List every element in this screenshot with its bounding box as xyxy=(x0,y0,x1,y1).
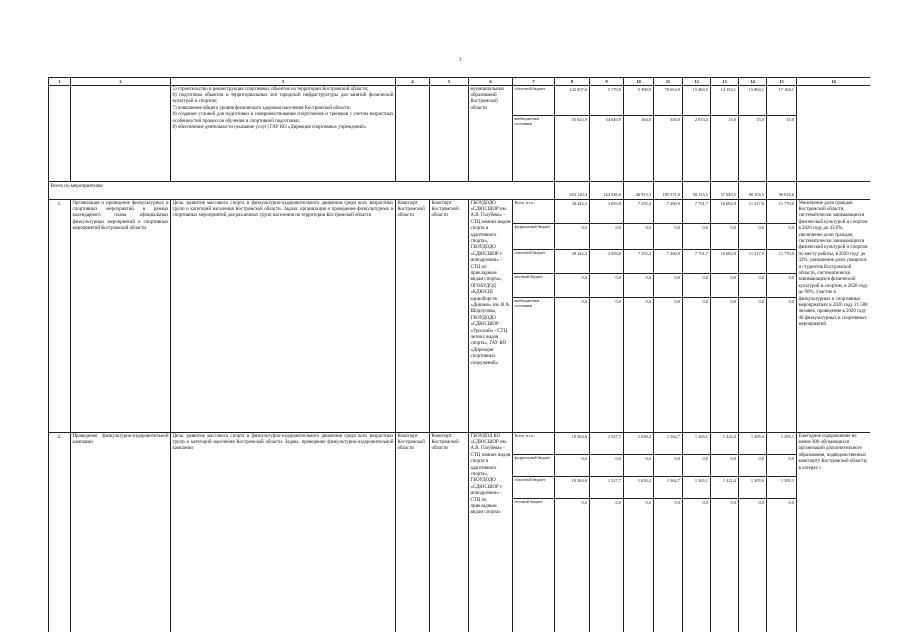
total-v1: 653 120,4 xyxy=(555,182,590,200)
total-label-cell xyxy=(49,182,555,200)
col-header-4: 4 xyxy=(396,78,430,86)
cont-c4 xyxy=(396,86,430,182)
row1-responsible: Комспорт Костромской области xyxy=(430,200,469,433)
row2-r4-v4: 0,0 xyxy=(654,499,683,632)
row1-r5-v6: 0,0 xyxy=(711,298,739,433)
cont-r1-v7: 15 804,1 xyxy=(739,86,767,116)
cont-r1-v3: 5 390,0 xyxy=(624,86,654,116)
row1-r1-v8: 11 770,0 xyxy=(767,200,797,224)
total-v2: 164 946,6 xyxy=(590,182,624,200)
cont-r2-v8: 15,0 xyxy=(767,116,797,182)
col-header-6: 6 xyxy=(469,78,513,86)
row1-r3-v7: 11 217,0 xyxy=(739,250,767,274)
row2-responsible: Комспорт Костромской области xyxy=(430,433,469,632)
row1-name: Организация и проведение физкультурных и спортивных мероприятий в рамках календарного плана официальных физкультурных мероприятий и спортивных мероприятий Костромской области xyxy=(71,200,171,433)
row1-r1-v5: 7 751,7 xyxy=(683,200,711,224)
row1-r4-v1: 0,0 xyxy=(555,274,590,298)
col-header-10: 10 xyxy=(624,78,654,86)
row1-r4-v3: 0,0 xyxy=(624,274,654,298)
row2-r3-v3: 1 650,2 xyxy=(624,477,654,499)
cont-task-5: 5) строительство и реконструкция спортивных объектов на территории Костромской области; xyxy=(172,86,369,92)
row2-r2-v6: 0,0 xyxy=(711,455,739,477)
row2-r2-v1: 0,0 xyxy=(555,455,590,477)
row2-r3-v2: 1 527,7 xyxy=(590,477,624,499)
total-v8: 96 016,6 xyxy=(767,182,797,200)
row1-r1-v2: 3 693,8 xyxy=(590,200,624,224)
row2-number: 2. xyxy=(49,433,71,632)
row2-r1-v3: 1 650,2 xyxy=(624,433,654,455)
row2-name: Проведение физкультурно-оздоровительной кампании xyxy=(71,433,171,632)
row1-r1-v4: 7 260,9 xyxy=(654,200,683,224)
cont-num-cell xyxy=(49,86,71,182)
row1-r3-v4: 7 260,9 xyxy=(654,250,683,274)
row1-r2-v2: 0,0 xyxy=(590,224,624,250)
cont-r1-v5: 15 484,5 xyxy=(683,86,711,116)
cont-r2-v5: 2 813,0 xyxy=(683,116,711,182)
cont-tasks-cell xyxy=(171,86,396,182)
row1-r1-v1: 39 242,3 xyxy=(555,200,590,224)
row2-result: Ежегодное оздоровление не менее 300 обучающихся организаций дополнительного образования, подведомственных комспорту Костромской области, в лагерях с xyxy=(797,433,870,632)
cont-name-cell xyxy=(71,86,171,182)
total-v3: 46 913,3 xyxy=(624,182,654,200)
row2-r4-v7: 0,0 xyxy=(739,499,767,632)
row1-result: Увеличение доли граждан Костромской области, систематически занимающихся физической культурой и спортом в 2020 году до 43,6%, увеличение доли граждан, систематически занимающихся физической культурой и спортом по месту работы, в 2020 году до 32%, увеличение доли учащихся и студентов Костромской области, систематически занимающихся физической культурой и спортом, в 2020 году до 90%, участие в физкультурных и спортивных мероприятиях в 2020 году 21 500 человек, проведение в 2020 году 40 физкультурных и спортивных мероприятий xyxy=(797,200,870,433)
row1-r1-v6: 10 602,9 xyxy=(711,200,739,224)
row1-r4-v6: 0,0 xyxy=(711,274,739,298)
row1-r5-v8: 0,0 xyxy=(767,298,797,433)
page-number: 3 xyxy=(459,58,462,63)
row1-r2-v6: 0,0 xyxy=(711,224,739,250)
cont-r1-v8: 17 104,1 xyxy=(767,86,797,116)
row1-coordinator: Комспорт Костромской области xyxy=(396,200,430,433)
row1-r4-v5: 0,0 xyxy=(683,274,711,298)
row2-r4-v1: 0,0 xyxy=(555,499,590,632)
row1-r3-v5: 7 751,7 xyxy=(683,250,711,274)
row2-src-total: Всего, в т.ч.: xyxy=(513,433,555,455)
row2-executors: ГБОУДОД КО «СДЮСШОР им. А.В. Голубева» - СТЦ зимних видов спорта и адаптивного спорта», ГБОУДОДО «СДЮСШОР с ипподромом» - СТЦ по прикладным видам спорта» xyxy=(469,433,513,632)
row1-r1-v3: 7 355,4 xyxy=(624,200,654,224)
cont-r1-v4: 79 654,9 xyxy=(654,86,683,116)
row1-number: 1. xyxy=(49,200,71,433)
row2-r4-v5: 0,0 xyxy=(683,499,711,632)
row1-r4-v2: 0,0 xyxy=(590,274,624,298)
total-label: Всего по мероприятиям: xyxy=(50,182,104,189)
cont-r2-v6: 15,0 xyxy=(711,116,739,182)
col-header-14: 14 xyxy=(739,78,767,86)
cont-task-8b: 8) обеспечение деятельности (оказание услуг) ГАУ КО «Дирекция спортивных учреждений» xyxy=(172,124,367,130)
row1-r4-v8: 0,0 xyxy=(767,274,797,298)
row2-src-municipal: местный бюджет xyxy=(513,499,555,632)
row1-r2-v5: 0,0 xyxy=(683,224,711,250)
row2-r1-v1: 10 304,6 xyxy=(555,433,590,455)
program-table xyxy=(48,77,870,632)
row1-r4-v4: 0,0 xyxy=(654,274,683,298)
row2-r2-v2: 0,0 xyxy=(590,455,624,477)
row2-r3-v4: 1 562,7 xyxy=(654,477,683,499)
row2-r3-v1: 10 304,6 xyxy=(555,477,590,499)
cont-r2-v2: 54 640,9 xyxy=(590,116,624,182)
row2-r2-v3: 0,0 xyxy=(624,455,654,477)
cont-r2-v3: 164,0 xyxy=(624,116,654,182)
row1-r3-v3: 7 355,4 xyxy=(624,250,654,274)
row2-src-regional: областной бюджет xyxy=(513,477,555,499)
cont-c5 xyxy=(430,86,469,182)
row2-r3-v6: 1 422,4 xyxy=(711,477,739,499)
row2-src-federal: федеральный бюджет xyxy=(513,455,555,477)
row1-r5-v1: 0,0 xyxy=(555,298,590,433)
row1-r5-v5: 0,0 xyxy=(683,298,711,433)
cont-r1-v2: 5 770,9 xyxy=(590,86,624,116)
row2-r2-v8: 0,0 xyxy=(767,455,797,477)
col-header-11: 11 xyxy=(654,78,683,86)
cont-r2-v7: 15,0 xyxy=(739,116,767,182)
row2-r1-v6: 1 422,4 xyxy=(711,433,739,455)
cont-r1-v6: 14 154,1 xyxy=(711,86,739,116)
row1-r4-v7: 0,0 xyxy=(739,274,767,298)
col-header-7: 7 xyxy=(513,78,555,86)
col-header-8: 8 xyxy=(555,78,590,86)
row2-r4-v6: 0,0 xyxy=(711,499,739,632)
row2-r4-v3: 0,0 xyxy=(624,499,654,632)
row1-src-total: Всего, в т.ч.: xyxy=(513,200,555,224)
col-header-13: 13 xyxy=(711,78,739,86)
row1-r1-v7: 11 217,0 xyxy=(739,200,767,224)
row1-src-extrabudget: внебюджетные источники xyxy=(513,298,555,433)
row1-r5-v4: 0,0 xyxy=(654,298,683,433)
row1-r5-v7: 0,0 xyxy=(739,298,767,433)
row2-r1-v8: 1 395,1 xyxy=(767,433,797,455)
total-v5: 50 115,5 xyxy=(683,182,711,200)
row1-src-regional: областной бюджет xyxy=(513,250,555,274)
row1-r5-v3: 0,0 xyxy=(624,298,654,433)
col-header-3: 3 xyxy=(171,78,396,86)
row2-r3-v5: 1 365,1 xyxy=(683,477,711,499)
cont-r2-v4: 330,0 xyxy=(654,116,683,182)
row1-r2-v3: 0,0 xyxy=(624,224,654,250)
row2-r1-v2: 1 527,7 xyxy=(590,433,624,455)
col-header-5: 5 xyxy=(430,78,469,86)
col-header-1: 1 xyxy=(49,78,71,86)
row2-r2-v7: 0,0 xyxy=(739,455,767,477)
row2-r3-v7: 1 305,0 xyxy=(739,477,767,499)
col-header-9: 9 xyxy=(590,78,624,86)
total-result xyxy=(797,182,870,200)
cont-executors: муниципальных образований Костромской области xyxy=(469,86,513,182)
total-v6: 57 649,5 xyxy=(711,182,739,200)
row1-executors: ГБОУДОДО «СДЮСШОР им. А.В. Голубева» - СТЦ зимних видов спорта и адаптивного спорта», ГБОУДОДО «СДЮСШОР с ипподромом» - СТЦ по прикладным видам спорта», ОГОБУДОД «КДЮСШ единоборств «Динамо» им. В.А. Шорлупова, ГБОУДОДО «СДЮСШОР «Уроский» - СТЦ летних видов спорта», ГАУ КО «Дирекция спортивных сооружений» xyxy=(469,200,513,433)
row2-r2-v5: 0,0 xyxy=(683,455,711,477)
row2-r2-v4: 0,0 xyxy=(654,455,683,477)
cont-task-8a: 8) создание условий для подготовки и совершенствования спортсменов и тренеров с учетом возрастных особенностей процессов обучения и спортивной подготовки; xyxy=(172,112,394,124)
col-header-2: 2 xyxy=(71,78,171,86)
row1-aim: Цель: развитие массового спорта и физкультурно-оздоровительного движения среди всех возрастных групп и категорий населения Костромской области. Задача: организация и проведение физкультурных и спортивных мероприятий для различных групп населения на территории Костромской области xyxy=(171,200,396,433)
row2-r3-v8: 1 395,1 xyxy=(767,477,797,499)
row1-src-municipal: местный бюджет xyxy=(513,274,555,298)
row1-r3-v1: 39 242,3 xyxy=(555,250,590,274)
row2-r4-v2: 0,0 xyxy=(590,499,624,632)
row1-r3-v8: 11 770,0 xyxy=(767,250,797,274)
total-v7: 60 154,5 xyxy=(739,182,767,200)
row1-r2-v7: 0,0 xyxy=(739,224,767,250)
row1-r2-v4: 0,0 xyxy=(654,224,683,250)
cont-task-7: 7) повышение общего уровня физического здоровья населения Костромской области; xyxy=(172,105,351,111)
row1-r3-v6: 10 602,9 xyxy=(711,250,739,274)
total-v4: 185 571,0 xyxy=(654,182,683,200)
col-header-15: 15 xyxy=(767,78,797,86)
row1-r2-v8: 0,0 xyxy=(767,224,797,250)
cont-result xyxy=(797,86,870,182)
row2-r1-v4: 1 562,7 xyxy=(654,433,683,455)
row2-r1-v5: 1 365,1 xyxy=(683,433,711,455)
cont-src-regional: областной бюджет xyxy=(513,86,555,116)
cont-task-6: 6) подготовка объектов и территориальных зон городской инфраструктуры для занятий физической культурой и спортом; xyxy=(172,92,394,105)
row2-coordinator: Комспорт Костромской области xyxy=(396,433,430,632)
row1-r5-v2: 0,0 xyxy=(590,298,624,433)
cont-r2-v1: 55 623,9 xyxy=(555,116,590,182)
col-header-12: 12 xyxy=(683,78,711,86)
row1-r2-v1: 0,0 xyxy=(555,224,590,250)
row1-r3-v2: 3 693,8 xyxy=(590,250,624,274)
cont-src-extrabudget: внебюджетные источники xyxy=(513,116,555,182)
row2-aim: Цель: развитие массового спорта и физкультурно-оздоровительного движения среди всех возрастных групп и категорий населения Костромской области. Задача. проведение физкультурно-оздоровительной кампании xyxy=(171,433,396,632)
row2-r4-v8: 0,0 xyxy=(767,499,797,632)
row1-src-federal: федеральный бюджет xyxy=(513,224,555,250)
col-header-16: 16 xyxy=(797,78,870,86)
cont-r1-v1: 142 837,6 xyxy=(555,86,590,116)
row2-r1-v7: 1 305,0 xyxy=(739,433,767,455)
